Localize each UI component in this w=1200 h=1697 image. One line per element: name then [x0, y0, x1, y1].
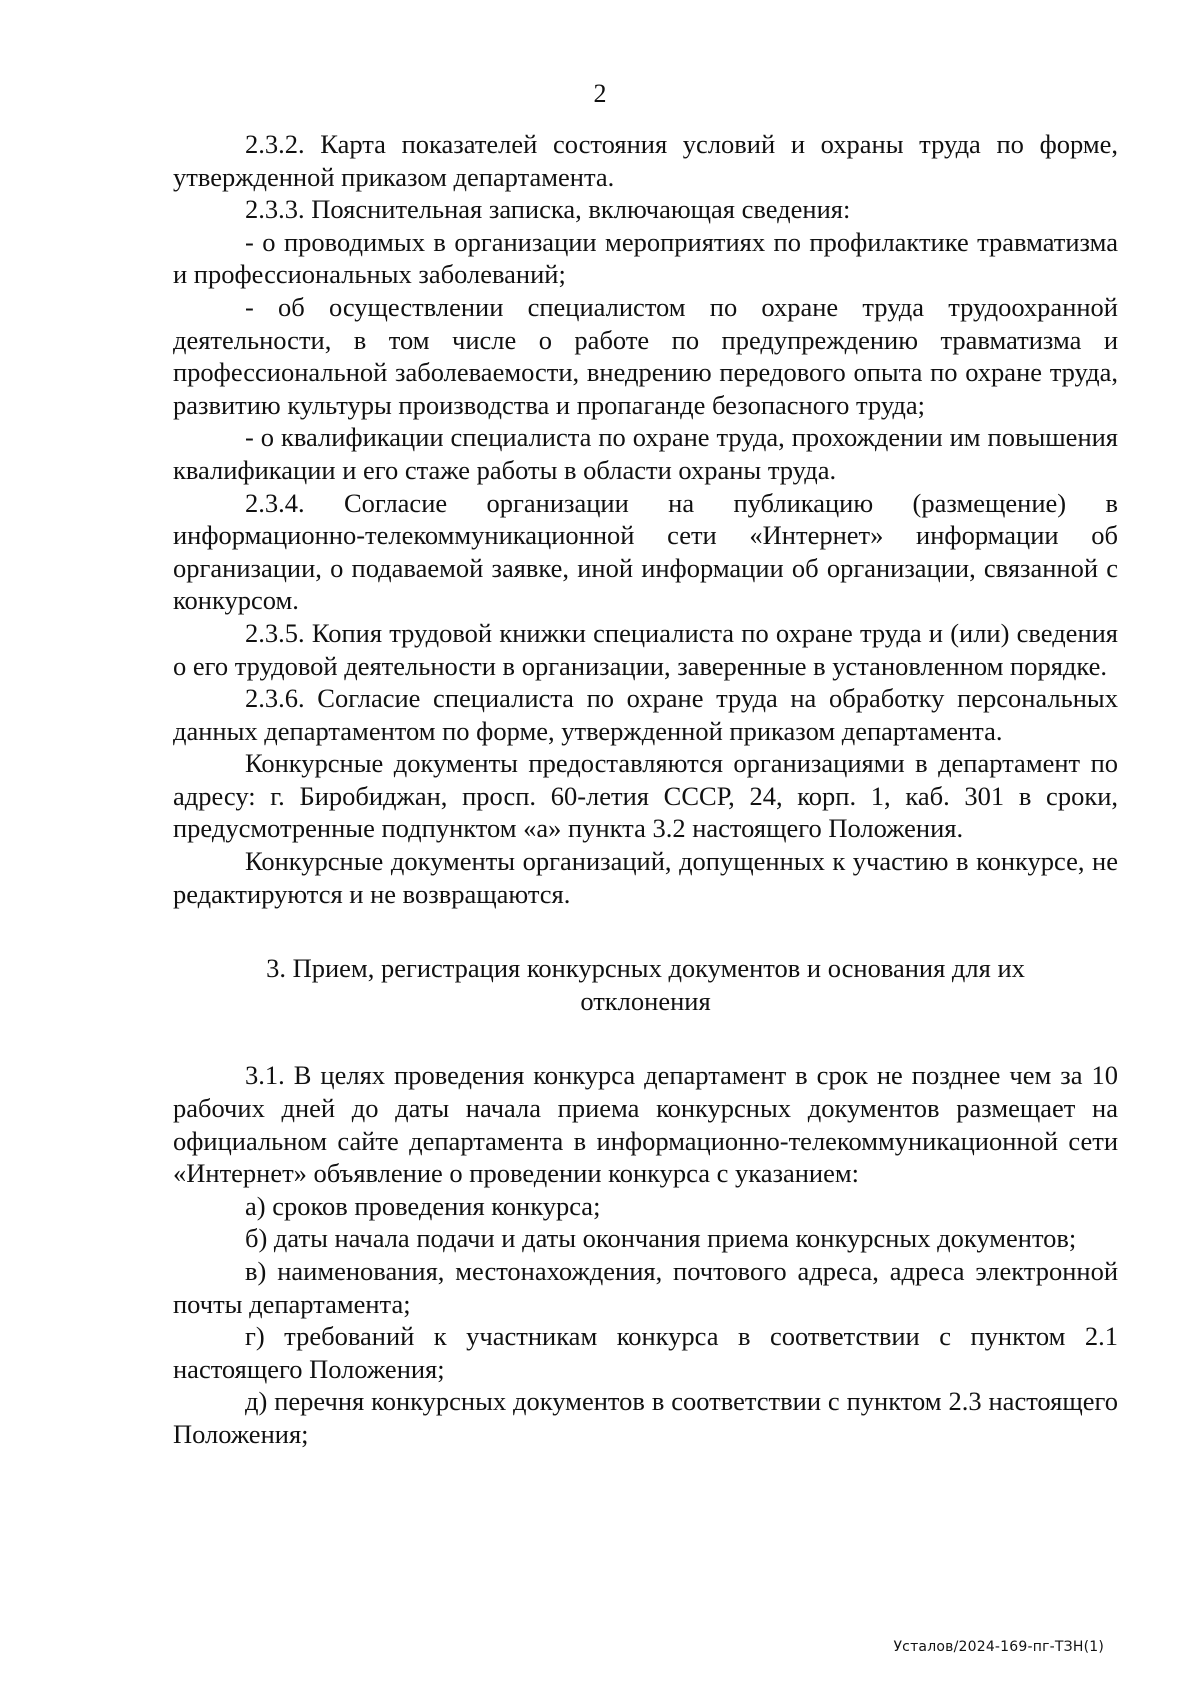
document-registration-code: Усталов/2024-169-пг-ТЗН(1): [893, 1639, 1104, 1655]
list-item-specialist-activity: - об осуществлении специалистом по охране труда трудоохранной деятельности, в том числе о работе по предупреждению травматизма и профессиональной заболеваемости, внедрению передового опыта по охране труда, развитию культуры производства и пропаганде безопасного труда;: [173, 291, 1118, 420]
paragraph-2-3-3: 2.3.3. Пояснительная записка, включающая сведения:: [245, 194, 851, 225]
paragraph-2-3-5: 2.3.5. Копия трудовой книжки специалиста по охране труда и (или) сведения о его трудовой деятельности в организации, заверенные в установленном порядке.: [173, 617, 1118, 681]
paragraph-2-3-6: 2.3.6. Согласие специалиста по охране труда на обработку персональных данных департаментом по форме, утвержденной приказом департамента.: [173, 683, 1118, 746]
paragraph-3-1: 3.1. В целях проведения конкурса департамент в срок не позднее чем за 10 рабочих дней до даты начала приема конкурсных документов размещает на официальном сайте департамента в информационно-телекоммуникационной сети «Интернет» объявление о проведении конкурса с указанием:: [173, 1060, 1118, 1189]
list-item-a: а) сроков проведения конкурса;: [245, 1190, 601, 1221]
paragraph-2-3-2: 2.3.2. Карта показателей состояния условий и охраны труда по форме, утвержденной приказом департамента.: [173, 129, 1118, 192]
list-item-b: б) даты начала подачи и даты окончания приема конкурсных документов;: [245, 1223, 1077, 1254]
list-item-g: г) требований к участникам конкурса в соответствии с пунктом 2.1 настоящего Положения;: [173, 1321, 1118, 1384]
list-item-d: д) перечня конкурсных документов в соответствии с пунктом 2.3 настоящего Положения;: [173, 1386, 1118, 1449]
list-item-prevention-measures: - о проводимых в организации мероприятиях по профилактике травматизма и профессиональных заболеваний;: [173, 226, 1118, 290]
list-item-specialist-qualification: - о квалификации специалиста по охране труда, прохождении им повышения квалификации и его стаже работы в области охраны труда.: [173, 422, 1118, 485]
page-number: 2: [593, 79, 607, 108]
paragraph-submission-address: Конкурсные документы предоставляются организациями в департамент по адресу: г. Биробиджан, просп. 60-летия СССР, 24, корп. 1, каб. 301 в сроки, предусмотренные подпунктом «а» пункта 3.2 настоящего Положения.: [173, 748, 1118, 844]
paragraph-2-3-4: 2.3.4. Согласие организации на публикацию (размещение) в информационно-телекоммуникационной сети «Интернет» информации об организации, о подаваемой заявке, иной информации об организации, связанной с конкурсом.: [173, 487, 1118, 616]
section-heading: 3. Прием, регистрация конкурсных документов и основания для их отклонения: [266, 953, 1025, 1016]
paragraph-documents-not-returned: Конкурсные документы организаций, допущенных к участию в конкурсе, не редактируются и не возвращаются.: [173, 846, 1118, 909]
list-item-v: в) наименования, местонахождения, почтового адреса, адреса электронной почты департамента;: [173, 1256, 1118, 1319]
document-body: [173, 128, 1118, 1451]
